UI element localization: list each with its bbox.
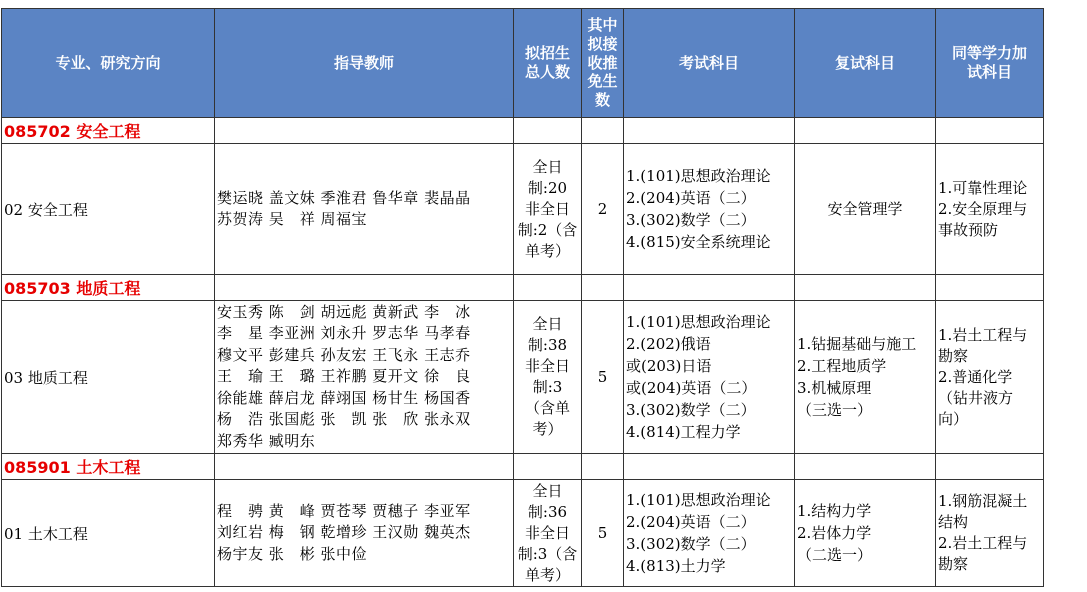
- total-line: 制:3（含: [517, 544, 578, 563]
- extra-cell: [936, 301, 1044, 454]
- retest-line: 3.机械原理: [797, 379, 872, 397]
- exempt-cell: 5: [582, 480, 624, 587]
- teacher-line: 王 瑜 王 璐 王祚鹏 夏开文 徐 良: [217, 367, 471, 386]
- teacher-cell: [215, 301, 514, 454]
- teacher-line: 杨 浩 张国彪 张 凯 张 欣 张永双: [217, 410, 471, 429]
- exam-line: 4.(813)土力学: [626, 557, 726, 575]
- retest-line: （二选一）: [797, 546, 873, 564]
- teacher-line: 刘红岩 梅 钢 乾增珍 王汉勋 魏英杰: [217, 523, 471, 542]
- retest-line: 2.工程地质学: [797, 357, 887, 375]
- teacher-line: 郑秀华 臧明东: [217, 431, 316, 450]
- total-line: 非全日: [524, 523, 570, 542]
- total-cell: [514, 480, 582, 587]
- teacher-line: 樊运晓 盖文妹 季淮君 鲁华章 裴晶晶: [217, 188, 471, 207]
- header-teacher: 指导教师: [215, 9, 514, 118]
- extra-line: 1.钢筋混凝土: [938, 492, 1028, 510]
- teacher-line: 苏贺涛 吴 祥 周福宝: [217, 210, 368, 228]
- exam-line: 3.(302)数学（二）: [626, 401, 756, 419]
- total-line: 单考）: [524, 565, 570, 584]
- exam-line: 1.(101)思想政治理论: [626, 313, 771, 331]
- exam-line: 或(203)日语: [626, 357, 712, 375]
- program-row: [2, 301, 1044, 454]
- section-code: 085702 安全工程: [2, 118, 215, 144]
- header-exempt: 其中拟接收推免生数: [582, 9, 624, 118]
- retest-line: 1.结构力学: [797, 502, 872, 520]
- total-line: 全日: [532, 481, 563, 500]
- total-line: 制:38: [527, 336, 568, 354]
- total-line: 全日: [532, 157, 563, 176]
- total-line: 非全日: [524, 357, 570, 375]
- exam-line: 3.(302)数学（二）: [626, 211, 756, 229]
- direction-cell: 03 地质工程: [2, 301, 215, 454]
- exam-cell: [624, 144, 795, 275]
- retest-cell: 安全管理学: [795, 144, 936, 275]
- extra-line: 勘察: [938, 346, 969, 365]
- teacher-line: 程 骋 黄 峰 贾苍琴 贾穗子 李亚军: [217, 501, 471, 520]
- extra-line: 事故预防: [938, 220, 999, 239]
- teacher-line: 李 星 李亚洲 刘永升 罗志华 马孝春: [217, 324, 471, 343]
- direction-cell: 02 安全工程: [2, 144, 215, 275]
- teacher-line: 徐能雄 薛启龙 薛翊国 杨甘生 杨国香: [217, 388, 471, 407]
- exam-line: 4.(814)工程力学: [626, 423, 741, 441]
- exam-line: 2.(204)英语（二）: [626, 513, 756, 531]
- total-line: 全日: [532, 315, 563, 333]
- retest-line: （三选一）: [797, 401, 873, 419]
- section-code: 085901 土木工程: [2, 454, 215, 480]
- total-line: 单考）: [524, 241, 570, 260]
- total-line: 制:2（含: [517, 220, 578, 239]
- header-total: 拟招生总人数: [514, 9, 582, 118]
- total-line: （含单: [524, 399, 570, 417]
- extra-line: （钻井液方: [938, 388, 1014, 407]
- exempt-cell: 5: [582, 301, 624, 454]
- exam-line: 或(204)英语（二）: [626, 379, 757, 397]
- teacher-cell: [215, 480, 514, 587]
- extra-cell: [936, 480, 1044, 587]
- total-line: 制:36: [527, 502, 568, 521]
- extra-line: 向）: [938, 409, 969, 428]
- teacher-line: 杨宇友 张 彬 张中俭: [217, 544, 368, 563]
- extra-line: 结构: [938, 513, 969, 531]
- program-row: [2, 480, 1044, 587]
- exempt-cell: 2: [582, 144, 624, 275]
- extra-cell: [936, 144, 1044, 275]
- exam-cell: [624, 301, 795, 454]
- exam-line: 3.(302)数学（二）: [626, 535, 756, 553]
- teacher-line: 安玉秀 陈 剑 胡远彪 黄新武 李 冰: [217, 302, 471, 321]
- teacher-cell: [215, 144, 514, 275]
- exam-cell: [624, 480, 795, 587]
- extra-line: 1.岩土工程与: [938, 325, 1028, 344]
- retest-cell: [795, 480, 936, 587]
- header-exam: 考试科目: [624, 9, 795, 118]
- exam-line: 4.(815)安全系统理论: [626, 233, 771, 251]
- exam-line: 2.(204)英语（二）: [626, 189, 756, 207]
- retest-line: 2.岩体力学: [797, 524, 872, 542]
- exam-line: 2.(202)俄语: [626, 335, 711, 353]
- teacher-line: 穆文平 彭建兵 孙友宏 王飞永 王志乔: [217, 345, 471, 364]
- total-cell: [514, 144, 582, 275]
- extra-line: 2.岩土工程与: [938, 534, 1028, 552]
- header-major: 专业、研究方向: [2, 9, 215, 118]
- total-line: 制:3: [532, 378, 563, 396]
- total-cell: [514, 301, 582, 454]
- header-row: [2, 9, 1044, 118]
- program-table: [1, 8, 1044, 587]
- extra-line: 2.安全原理与: [938, 199, 1028, 218]
- extra-line: 2.普通化学: [938, 367, 1013, 386]
- total-line: 非全日: [524, 199, 570, 218]
- extra-line: 1.可靠性理论: [938, 178, 1028, 197]
- extra-line: 勘察: [938, 555, 969, 573]
- section-code: 085703 地质工程: [2, 275, 215, 301]
- section-row: [2, 275, 1044, 301]
- direction-cell: 01 土木工程: [2, 480, 215, 587]
- total-line: 考）: [532, 420, 563, 438]
- section-row: [2, 118, 1044, 144]
- header-retest: 复试科目: [795, 9, 936, 118]
- total-line: 制:20: [527, 178, 568, 197]
- program-row: [2, 144, 1044, 275]
- exam-line: 1.(101)思想政治理论: [626, 491, 771, 509]
- retest-line: 1.钻掘基础与施工: [797, 335, 917, 353]
- retest-cell: [795, 301, 936, 454]
- section-row: [2, 454, 1044, 480]
- header-extra: 同等学力加试科目: [936, 9, 1044, 118]
- exam-line: 1.(101)思想政治理论: [626, 167, 771, 185]
